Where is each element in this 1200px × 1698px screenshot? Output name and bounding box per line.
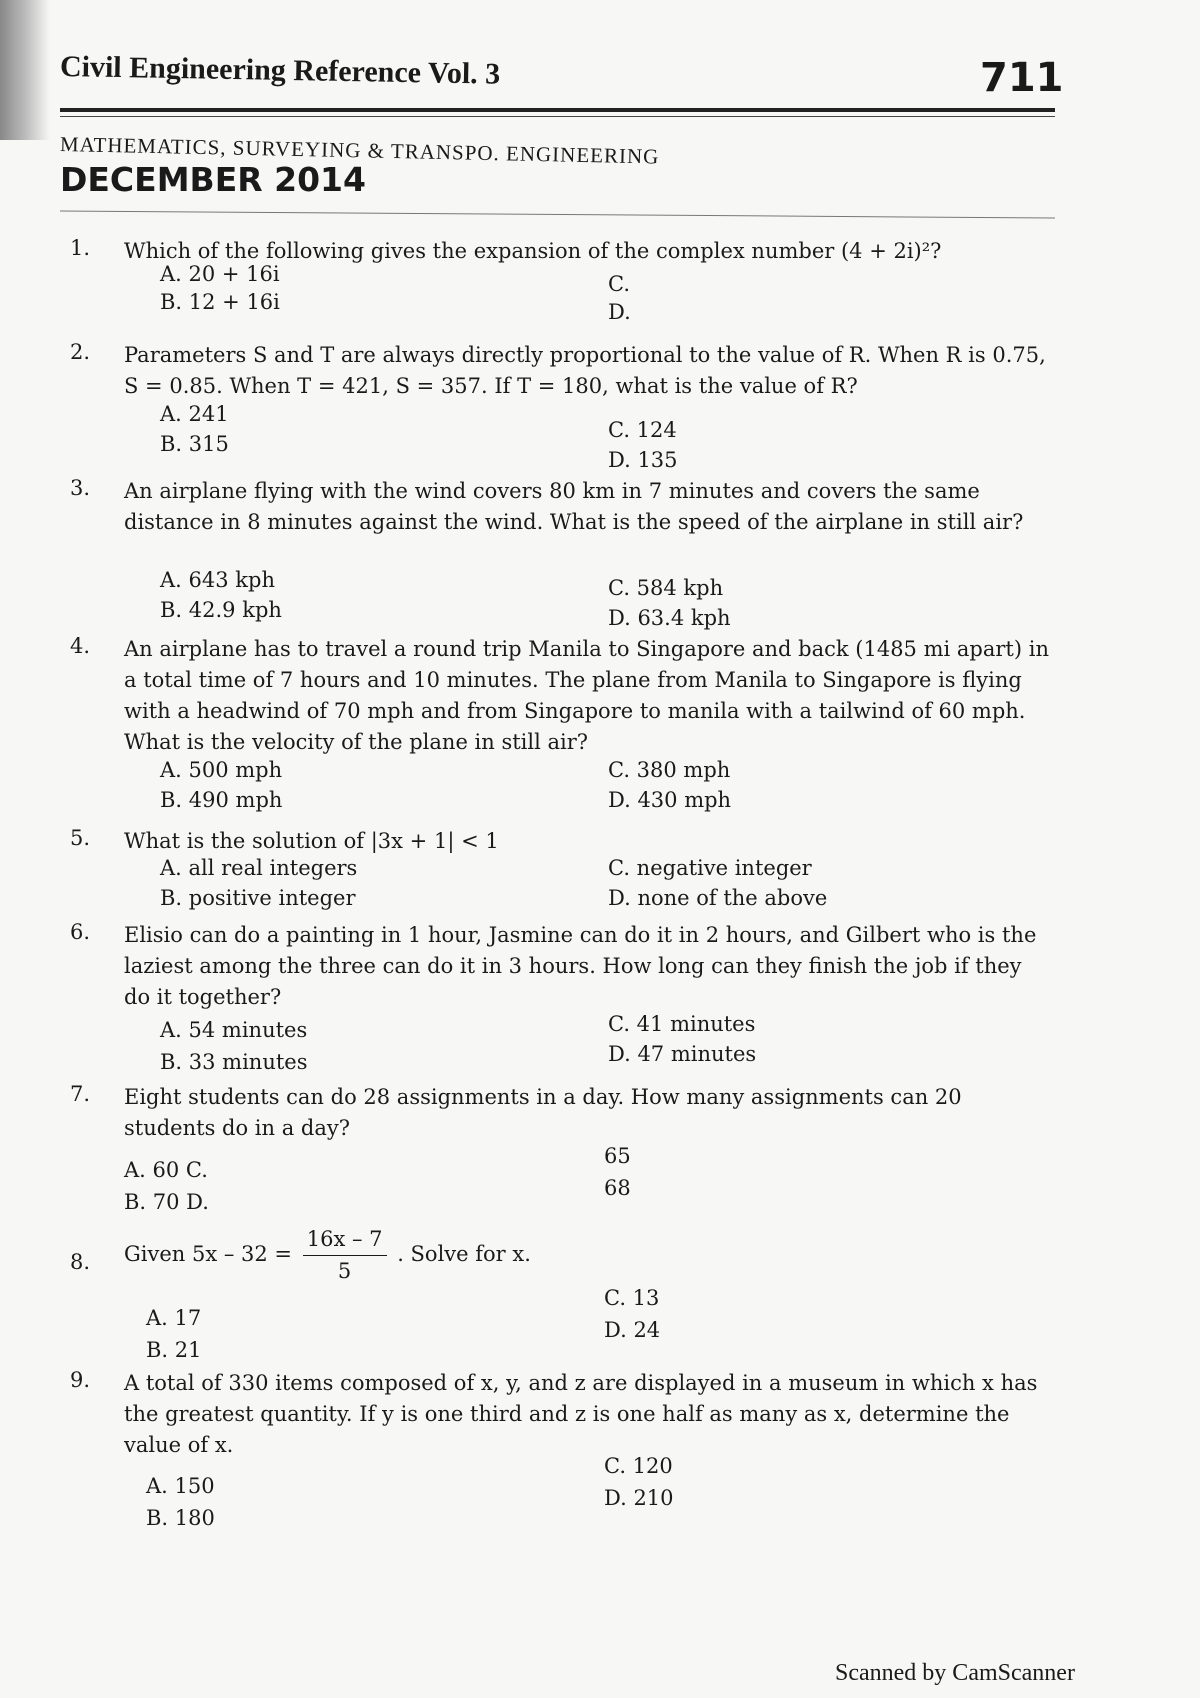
question-text: What is the solution of |3x + 1| < 1 bbox=[124, 829, 499, 853]
option-b: B. positive integer bbox=[160, 886, 356, 910]
option-b-d: B. 70 D. bbox=[124, 1190, 209, 1214]
option-a: A. 17 bbox=[146, 1306, 202, 1330]
question-text: A total of 330 items composed of x, y, and z are displayed in a museum in which x has the greatest quantity. If y is one third and z is one half as many as x, determine the value of x. bbox=[124, 1371, 1038, 1457]
option-b: B. 12 + 16i bbox=[160, 290, 280, 314]
option-a: A. 500 mph bbox=[160, 758, 283, 782]
option-c: C. bbox=[608, 272, 630, 296]
option-c: C. 120 bbox=[604, 1454, 673, 1478]
option-a: A. all real integers bbox=[160, 856, 358, 880]
option-d: D. 135 bbox=[608, 448, 678, 472]
question-number: 8. bbox=[70, 1250, 91, 1274]
scanner-watermark: Scanned by CamScanner bbox=[835, 1660, 1075, 1686]
question-text: Parameters S and T are always directly proportional to the value of R. When R is 0.75, S = 0.85. When T = 421, S = 357. If T = 180, what is the value of R? bbox=[124, 343, 1046, 398]
fraction bbox=[303, 1224, 387, 1287]
question-number: 9. bbox=[70, 1368, 91, 1392]
option-b: B. 33 minutes bbox=[160, 1050, 308, 1074]
option-a: A. 241 bbox=[160, 402, 229, 426]
question-number: 2. bbox=[70, 340, 91, 364]
option-c: C. negative integer bbox=[608, 856, 812, 880]
option-c: C. 13 bbox=[604, 1286, 660, 1310]
option-c: C. 584 kph bbox=[608, 576, 724, 600]
option-c-value: 65 bbox=[604, 1144, 631, 1168]
question-text: Which of the following gives the expansion of the complex number (4 + 2i)²? bbox=[124, 239, 942, 263]
question-text: Eight students can do 28 assignments in a day. How many assignments can 20 students do in a day? bbox=[124, 1085, 962, 1140]
option-b: B. 315 bbox=[160, 432, 229, 456]
question-number: 6. bbox=[70, 920, 91, 944]
question-text: An airplane flying with the wind covers 80 km in 7 minutes and covers the same distance in 8 minutes against the wind. What is the speed of the airplane in still air? bbox=[124, 479, 1024, 534]
question-number: 4. bbox=[70, 634, 91, 658]
option-b: B. 180 bbox=[146, 1506, 215, 1530]
option-a: A. 20 + 16i bbox=[160, 262, 280, 286]
option-a: A. 150 bbox=[146, 1474, 215, 1498]
option-b: B. 42.9 kph bbox=[160, 598, 282, 622]
option-c: C. 124 bbox=[608, 418, 677, 442]
question-number: 1. bbox=[70, 236, 91, 260]
question-number: 3. bbox=[70, 476, 91, 500]
option-d: D. 24 bbox=[604, 1318, 661, 1342]
subject-heading: MATHEMATICS, SURVEYING & TRANSPO. ENGINEERING bbox=[59, 132, 660, 169]
option-d: D. bbox=[608, 300, 631, 324]
header-rule-thin bbox=[60, 116, 1055, 117]
equation-left: Given 5x – 32 = bbox=[124, 1242, 293, 1266]
page-number: 711 bbox=[980, 55, 1064, 101]
option-a: A. 54 minutes bbox=[160, 1018, 308, 1042]
question-text bbox=[124, 1224, 1054, 1287]
page-edge-shadow bbox=[0, 0, 50, 140]
option-b: B. 490 mph bbox=[160, 788, 283, 812]
option-d-value: 68 bbox=[604, 1176, 631, 1200]
option-d: D. 47 minutes bbox=[608, 1042, 757, 1066]
fraction-numerator: 16x – 7 bbox=[303, 1224, 387, 1256]
question-number: 5. bbox=[70, 826, 91, 850]
option-c: C. 380 mph bbox=[608, 758, 731, 782]
option-b: B. 21 bbox=[146, 1338, 202, 1362]
option-a: A. 643 kph bbox=[160, 568, 275, 592]
question-text: Elisio can do a painting in 1 hour, Jasmine can do it in 2 hours, and Gilbert who is the laziest among the three can do it in 3 hours. How long can they finish the job if they do it together? bbox=[124, 923, 1037, 1009]
option-d: D. 63.4 kph bbox=[608, 606, 731, 630]
option-a-c: A. 60 C. bbox=[124, 1158, 208, 1182]
section-divider bbox=[60, 211, 1055, 219]
option-c: C. 41 minutes bbox=[608, 1012, 756, 1036]
exam-date: DECEMBER 2014 bbox=[60, 160, 366, 199]
option-d: D. none of the above bbox=[608, 886, 828, 910]
option-d: D. 210 bbox=[604, 1486, 674, 1510]
header-rule bbox=[60, 108, 1055, 112]
equation-right: . Solve for x. bbox=[397, 1242, 531, 1266]
option-d: D. 430 mph bbox=[608, 788, 732, 812]
book-title: Civil Engineering Reference Vol. 3 bbox=[59, 50, 501, 91]
question-number: 7. bbox=[70, 1082, 91, 1106]
question-text: An airplane has to travel a round trip Manila to Singapore and back (1485 mi apart) in a total time of 7 hours and 10 minutes. The plane from Manila to Singapore is flying with a headwind of 70 mph and from Singapore to manila with a tailwind of 60 mph. What is the velocity of the plane in still air? bbox=[124, 637, 1049, 754]
fraction-denominator: 5 bbox=[337, 1259, 352, 1283]
